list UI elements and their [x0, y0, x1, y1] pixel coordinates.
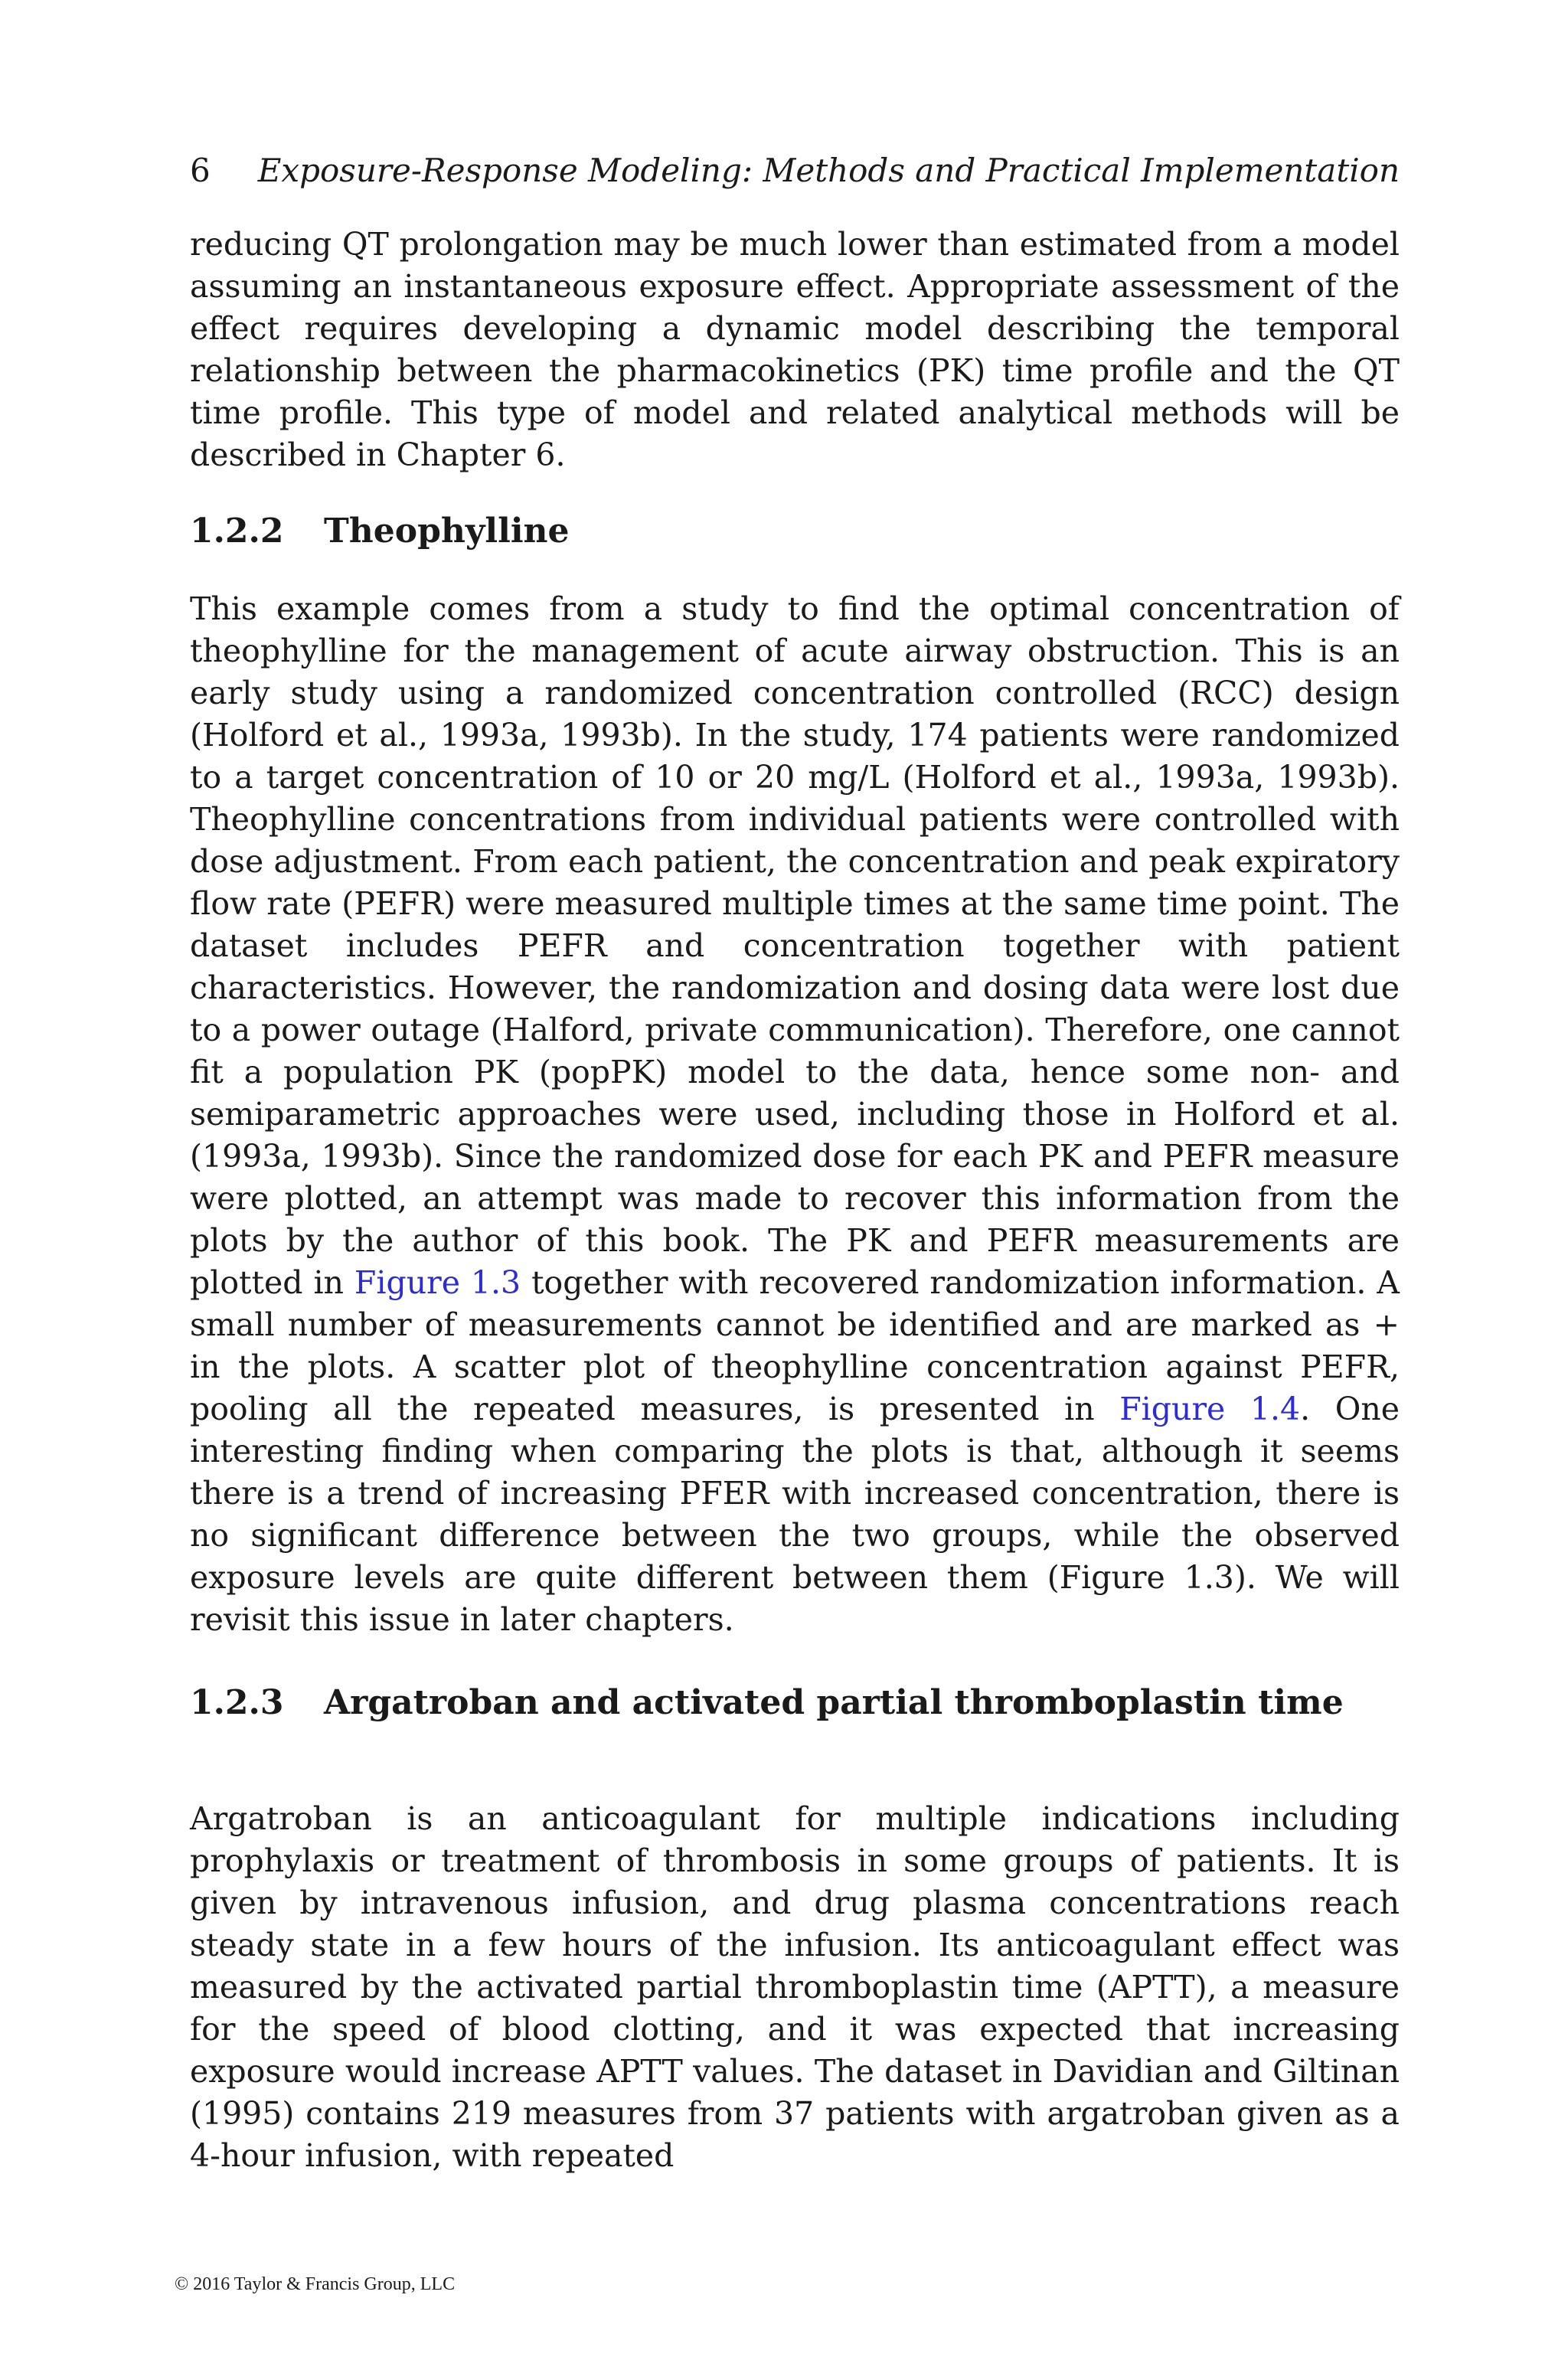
theophylline-text-1: This example comes from a study to find the optimal concentration of theophylline for the management of acute airway obstruction. This is an early study using a randomized concentration controlled (RCC) design (Holford et al., 1993a, 1993b). In the study, 174 patients were randomized to a target concentration of 10 or 20 mg/L (Holford et al., 1993a, 1993b). Theophylline concentrations from individual patients were controlled with dose adjustment. From each patient, the concentration and peak expiratory flow rate (PEFR) were measured multiple times at the same time point. The dataset includes PEFR and concentration together with patient characteristics. However, the randomization and dosing data were lost due to a power outage (Halford, private communication). Therefore, one cannot fit a population PK (popPK) model to the data, hence some non- and semiparametric approaches were used, including those in Holford et al. (1993a, 1993b). Since the randomized dose for each PK and PEFR measure were plotted, an attempt was made to recover this information from the plots by the author of this book. The PK and PEFR measurements are plotted in — [190, 590, 1400, 1301]
argatroban-paragraph: Argatroban is an anticoagulant for multiple indications including prophylaxis or treatment of thrombosis in some groups of patients. It is given by intravenous infusion, and drug plasma concentrations reach steady state in a few hours of the infusion. Its anticoagulant effect was measured by the activated partial thromboplastin time (APTT), a measure for the speed of blood clotting, and it was expected that increasing exposure would increase APTT values. The dataset in Davidian and Giltinan (1995) contains 219 measures from 37 patients with argatroban given as a 4-hour infusion, with repeated — [190, 1800, 1400, 2174]
intro-paragraph: reducing QT prolongation may be much lower than estimated from a model assuming an instantaneous exposure effect. Appropriate assessment of the effect requires developing a dynamic model describing the temporal relationship between the pharmacokinetics (PK) time profile and the QT time profile. This type of model and related analytical methods will be described in Chapter 6. — [190, 226, 1400, 473]
section-title: Theophylline — [324, 512, 570, 551]
section-heading-theophylline — [190, 512, 570, 551]
section-number: 1.2.3 — [190, 1683, 284, 1722]
section-title: Argatroban and activated partial thromboplastin time — [324, 1683, 1344, 1722]
running-header — [190, 152, 1400, 193]
theophylline-text-3: . One interesting finding when comparing the plots is that, although it seems there is a trend of increasing PFER with increased concentration, there is no significant difference between the two groups, while the observed exposure levels are quite different between them (Figure 1.3). We will revisit this issue in later chapters. — [190, 1391, 1400, 1638]
page-number: 6 — [190, 152, 211, 189]
figure-1-3-link[interactable]: Figure 1.3 — [354, 1264, 521, 1301]
theophylline-paragraph — [190, 588, 1400, 1641]
section-heading-argatroban — [190, 1683, 1344, 1722]
running-title: Exposure-Response Modeling: Methods and Practical Implementation — [257, 152, 1400, 189]
figure-1-4-link[interactable]: Figure 1.4 — [1119, 1391, 1301, 1427]
copyright-notice: © 2016 Taylor & Francis Group, LLC — [175, 2274, 456, 2294]
theophylline-text-2: together with recovered randomization information. A small number of measurements cannot be identified and are marked as + in the plots. A scatter plot of theophylline concentration against PEFR, pooling all the repeated measures, is presented in — [190, 1264, 1400, 1427]
section-number: 1.2.2 — [190, 512, 284, 551]
